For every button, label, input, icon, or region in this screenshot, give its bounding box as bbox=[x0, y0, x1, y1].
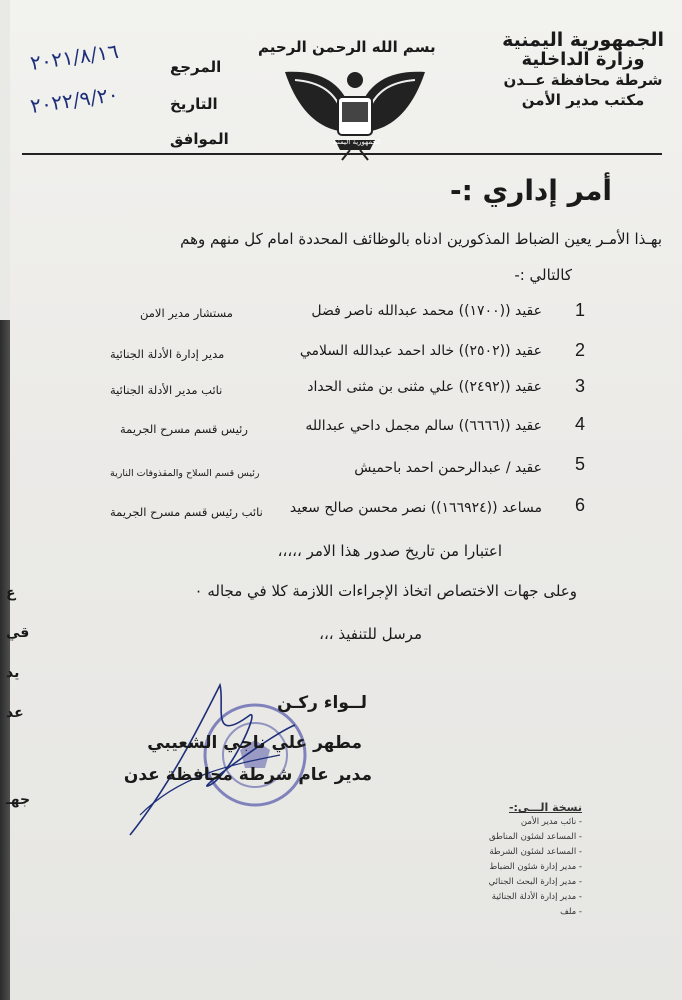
entry-position: رئيس قسم السلاح والمقذوفات النارية bbox=[110, 468, 260, 479]
police-name: شرطة محافظة عــدن bbox=[503, 71, 663, 89]
edge-fragment: قي bbox=[6, 625, 30, 641]
basmala: بسم الله الرحمن الرحيم bbox=[258, 38, 436, 56]
copies-item: - ملف bbox=[560, 907, 582, 917]
entry-officer: عقيد ((٦٦٦٦)) سالم مجمل داحي عبدالله bbox=[305, 418, 542, 434]
letterhead bbox=[502, 30, 664, 110]
document-page bbox=[6, 0, 682, 1000]
intro-line-2: كالتالي :- bbox=[514, 266, 572, 284]
entry-position: مستشار مدير الامن bbox=[140, 306, 233, 320]
copies-item: - مدير إدارة شئون الضباط bbox=[489, 862, 582, 872]
entry-position: مدير إدارة الأدلة الجنائية bbox=[110, 347, 225, 361]
signer-title: مدير عام شرطة محافظة عدن bbox=[123, 765, 372, 785]
entry-position: نائب رئيس قسم مسرح الجريمة bbox=[110, 505, 263, 519]
emblem-ribbon: الجمهورية اليمنية bbox=[332, 138, 382, 146]
entry-number: 5 bbox=[575, 454, 586, 474]
signer-name: مطهر علي ناجي الشعيبي bbox=[147, 733, 362, 753]
entry-position: نائب مدير الأدلة الجنائية bbox=[110, 383, 223, 397]
edge-fragment: عد bbox=[6, 705, 24, 721]
entry-officer: عقيد / عبدالرحمن احمد باحميش bbox=[354, 460, 542, 476]
copies-item: - مدير إدارة الأدلة الجنائية bbox=[491, 892, 582, 902]
country-name: الجمهورية اليمنية bbox=[502, 29, 664, 51]
date-label: التاريخ bbox=[170, 95, 218, 113]
entry-officer: عقيد ((٢٥٠٢)) خالد احمد عبدالله السلامي bbox=[299, 343, 542, 359]
entry-number: 1 bbox=[575, 300, 586, 320]
edge-fragment: يد bbox=[6, 665, 20, 681]
entry-number: 6 bbox=[575, 495, 586, 515]
instruction-line: وعلى جهات الاختصاص اتخاذ الإجراءات اللازمة كلا في مجاله ٠ bbox=[194, 582, 577, 600]
signer-rank: لــواء ركـن bbox=[277, 693, 367, 713]
yemen-eagle-emblem-icon bbox=[280, 62, 430, 166]
copies-item: - المساعد لشئون الشرطة bbox=[489, 847, 582, 857]
copies-item: - مدير إدارة البحث الجنائي bbox=[488, 877, 582, 887]
office-name: مكتب مدير الأمن bbox=[521, 91, 645, 109]
intro-line-1: بهـذا الأمـر يعين الضباط المذكورين ادناه بالوظائف المحددة امام كل منهم وهم bbox=[180, 230, 662, 248]
effective-line: اعتبارا من تاريخ صدور هذا الامر ،،،،، bbox=[277, 542, 502, 560]
date-handwritten: ٢٠٢٢/٩/٢٠ bbox=[28, 81, 120, 119]
order-title: أمر إداري :- bbox=[449, 174, 612, 207]
ref-handwritten: ٢٠٢١/٨/١٦ bbox=[28, 38, 120, 76]
entry-number: 2 bbox=[575, 340, 586, 360]
edge-fragment: ع bbox=[6, 585, 16, 601]
entry-position: رئيس قسم مسرح الجريمة bbox=[120, 422, 248, 436]
entry-number: 3 bbox=[575, 376, 586, 396]
corresponding-label: الموافق bbox=[170, 130, 229, 148]
entry-officer: عقيد ((٢٤٩٢)) علي مثنى بن مثنى الحداد bbox=[307, 379, 542, 395]
ministry-name: وزارة الداخلية bbox=[521, 49, 645, 70]
sent-line: مرسل للتنفيذ ،،، bbox=[319, 625, 422, 643]
copies-block bbox=[489, 800, 582, 920]
header-divider bbox=[22, 153, 662, 155]
entry-officer: مساعد ((١٦٦٩٢٤)) نصر محسن صالح سعيد bbox=[289, 500, 542, 516]
copies-heading: نسخة الـــى:- bbox=[508, 801, 582, 814]
entry-officer: عقيد ((١٧٠٠)) محمد عبدالله ناصر فضل bbox=[311, 303, 542, 319]
entry-number: 4 bbox=[575, 414, 586, 434]
ref-label: المرجع bbox=[170, 58, 222, 76]
edge-fragment: جهـ bbox=[6, 792, 31, 808]
copies-item: - المساعد لشئون المناطق bbox=[489, 832, 582, 842]
copies-item: - نائب مدير الأمن bbox=[520, 817, 582, 827]
